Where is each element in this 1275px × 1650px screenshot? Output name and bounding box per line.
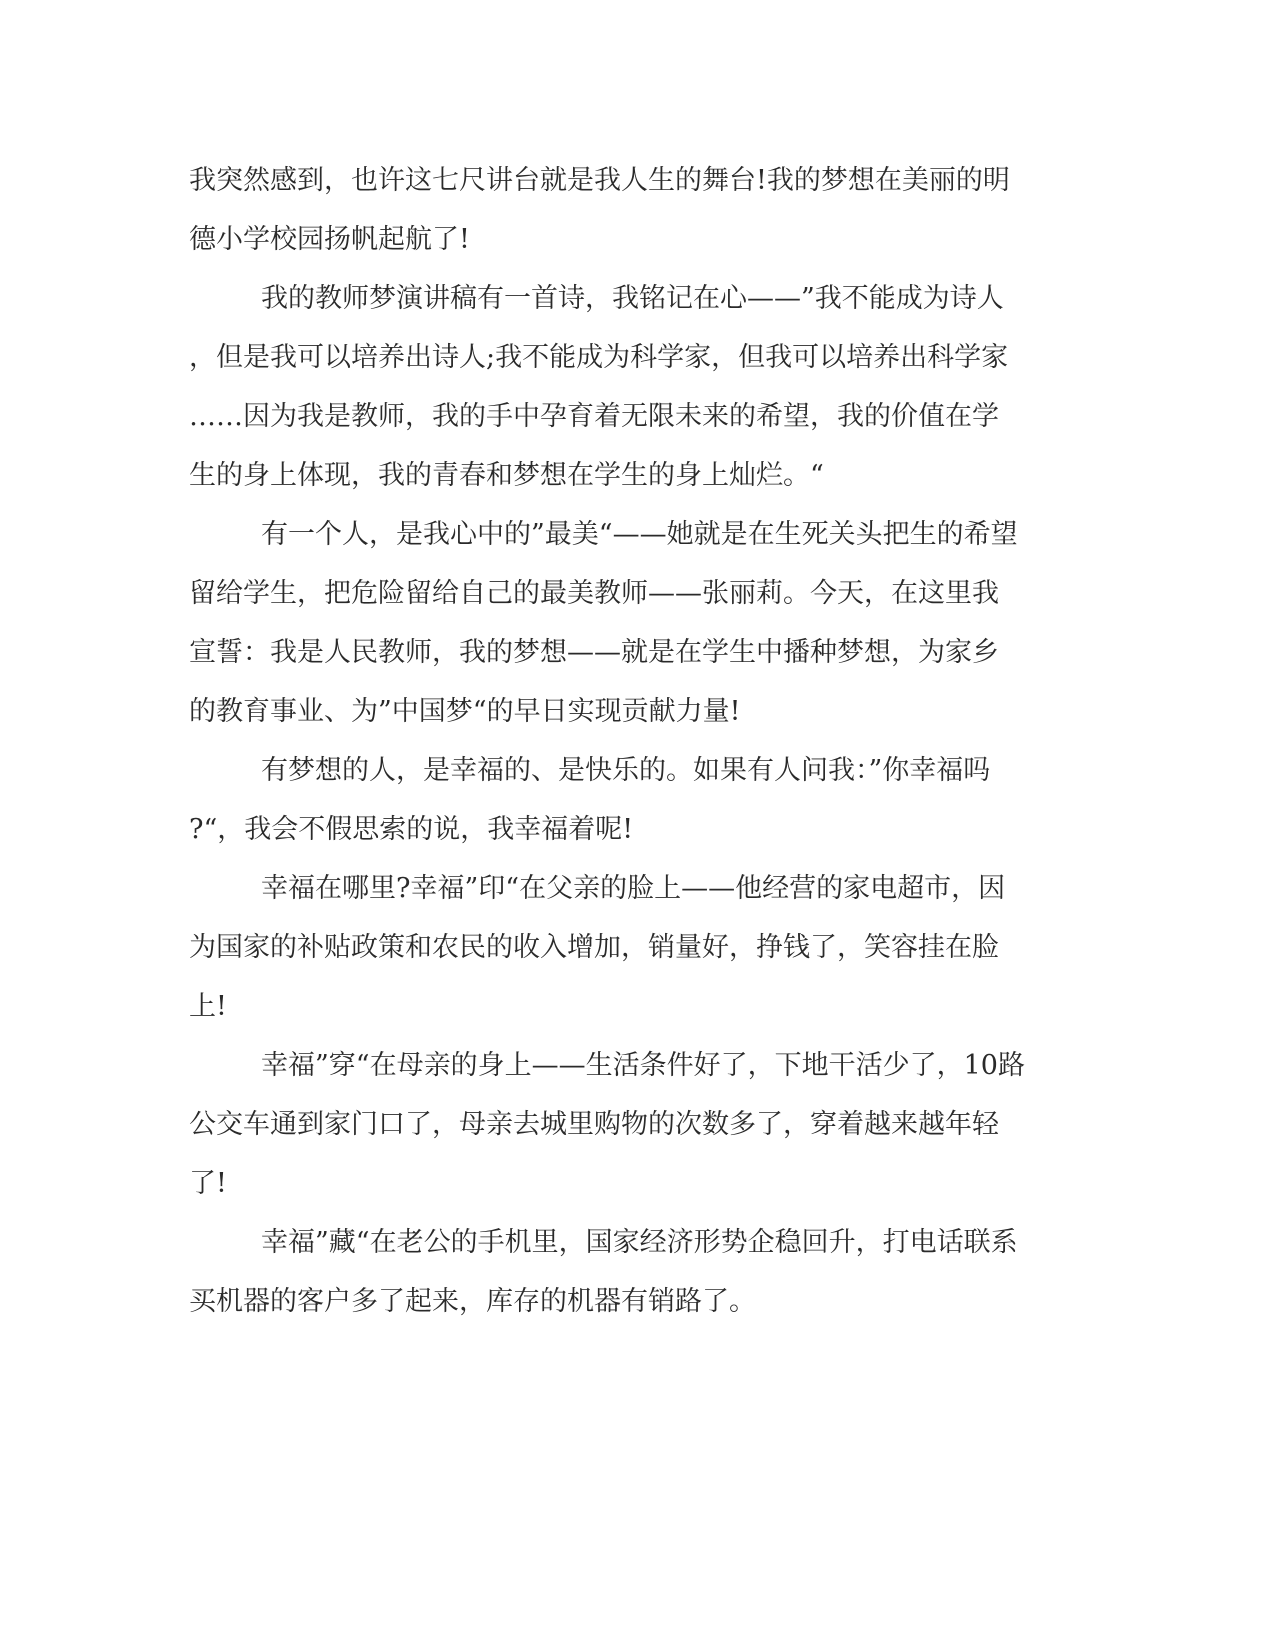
text-line: ?“，我会不假思索的说，我幸福着呢! [189,814,634,845]
paragraph-first-line: 幸福”穿“在母亲的身上——生活条件好了，下地干活少了，10路 [261,1050,1025,1081]
paragraph-first-line: 幸福”藏“在老公的手机里，国家经济形势企稳回升，打电话联系 [261,1227,1018,1258]
paragraph-first-line: 有梦想的人，是幸福的、是快乐的。如果有人问我：”你幸福吗 [261,755,991,786]
text-line: 我突然感到，也许这七尺讲台就是我人生的舞台!我的梦想在美丽的明 [189,165,1010,196]
text-line: 买机器的客户多了起来，库存的机器有销路了。 [189,1286,756,1317]
paragraph-first-line: 有一个人，是我心中的”最美“——她就是在生死关头把生的希望 [261,519,1018,550]
text-line: ，但是我可以培养出诗人;我不能成为科学家，但我可以培养出科学家 [189,342,1009,373]
text-line: 的教育事业、为”中国梦“的早日实现贡献力量! [189,696,741,727]
text-line: 为国家的补贴政策和农民的收入增加，销量好，挣钱了，笑容挂在脸 [189,932,999,963]
text-line: 德小学校园扬帆起航了! [189,224,470,255]
text-line: ……因为我是教师，我的手中孕育着无限未来的希望，我的价值在学 [189,401,999,432]
text-line: 宣誓：我是人民教师，我的梦想——就是在学生中播种梦想，为家乡 [189,637,999,668]
text-line: 上! [189,991,227,1022]
text-line: 生的身上体现，我的青春和梦想在学生的身上灿烂。“ [189,460,824,491]
text-line: 留给学生，把危险留给自己的最美教师——张丽莉。今天，在这里我 [189,578,999,609]
paragraph-first-line: 我的教师梦演讲稿有一首诗，我铭记在心——”我不能成为诗人 [261,283,1004,314]
text-line: 了! [189,1168,227,1199]
text-line: 公交车通到家门口了，母亲去城里购物的次数多了，穿着越来越年轻 [189,1109,999,1140]
paragraph-first-line: 幸福在哪里?幸福”印“在父亲的脸上——他经营的家电超市，因 [261,873,1006,904]
